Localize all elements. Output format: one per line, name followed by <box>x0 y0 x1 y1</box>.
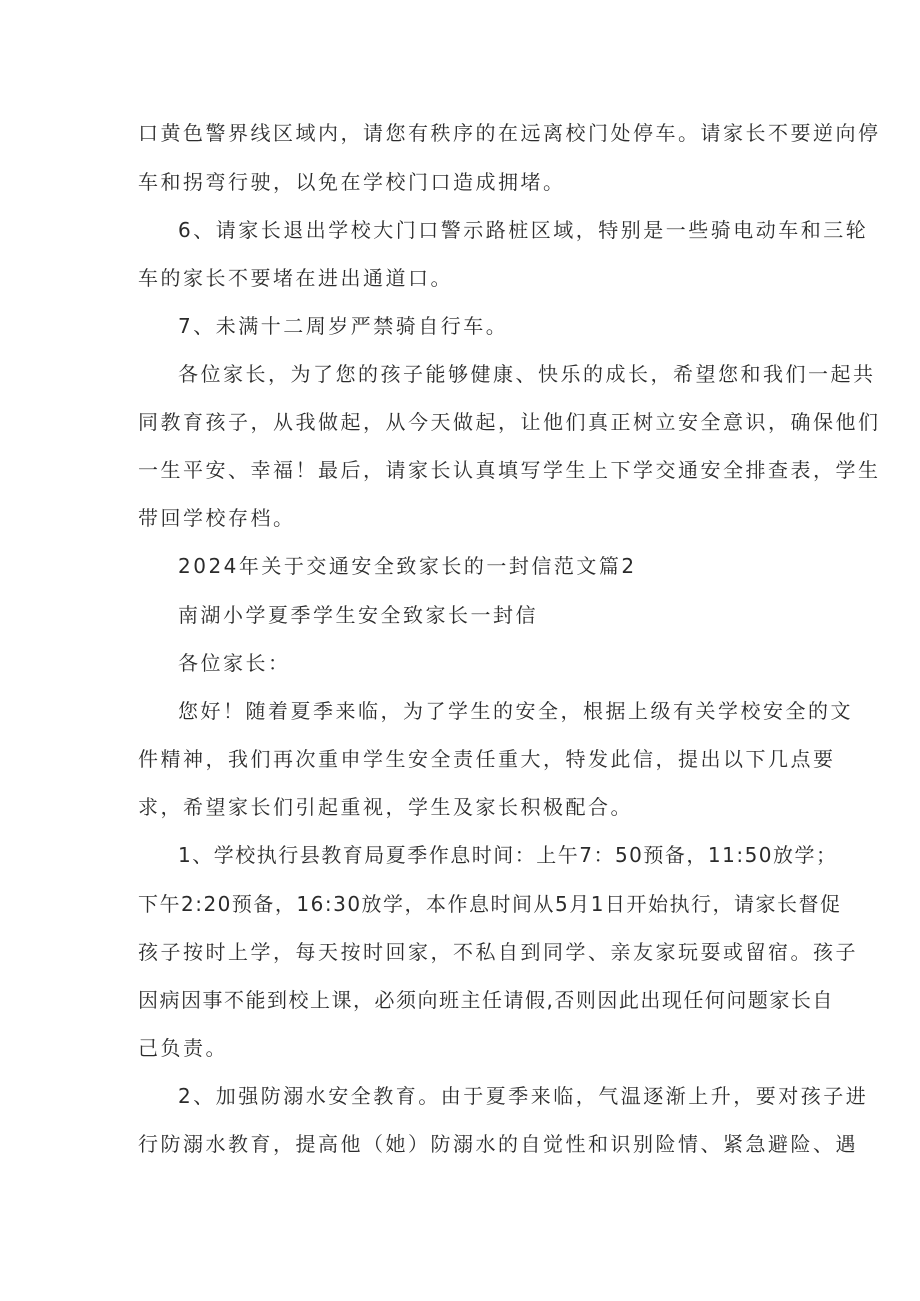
letter-title: 南湖小学夏季学生安全致家长一封信 <box>178 603 538 627</box>
text-line: 求，希望家长们引起重视，学生及家长积极配合。 <box>138 795 633 819</box>
text-line: 行防溺水教育，提高他（她）防溺水的自觉性和识别险情、紧急避险、遇 <box>138 1132 858 1156</box>
salutation: 各位家长： <box>178 651 291 675</box>
text-line: 各位家长，为了您的孩子能够健康、快乐的成长，希望您和我们一起共 <box>178 362 876 386</box>
text-line: 7、未满十二周岁严禁骑自行车。 <box>178 314 509 338</box>
text-line: 件精神，我们再次重申学生安全责任重大，特发此信，提出以下几点要 <box>138 747 836 771</box>
text-line: 下午2:20预备，16:30放学，本作息时间从5月1日开始执行，请家长督促 <box>138 892 842 916</box>
section-heading: 2024年关于交通安全致家长的一封信范文篇2 <box>178 554 637 578</box>
text-line: 车和拐弯行驶，以免在学校门口造成拥堵。 <box>138 170 566 194</box>
text-line: 2、加强防溺水安全教育。由于夏季来临，气温逐渐上升，要对孩子进 <box>178 1084 869 1108</box>
text-line: 您好！随着夏季来临，为了学生的安全，根据上级有关学校安全的文 <box>178 699 853 723</box>
text-line: 车的家长不要堵在进出通道口。 <box>138 266 453 290</box>
text-line: 己负责。 <box>138 1036 228 1060</box>
text-line: 口黄色警界线区域内，请您有秩序的在远离校门处停车。请家长不要逆向停 <box>138 121 881 145</box>
text-line: 6、请家长退出学校大门口警示路桩区域，特别是一些骑电动车和三轮 <box>178 218 869 242</box>
text-line: 1、学校执行县教育局夏季作息时间：上午7：50预备，11:50放学； <box>178 843 838 867</box>
text-line: 孩子按时上学，每天按时回家，不私自到同学、亲友家玩耍或留宿。孩子 <box>138 940 858 964</box>
text-line: 同教育孩子，从我做起，从今天做起，让他们真正树立安全意识，确保他们 <box>138 410 881 434</box>
text-line: 因病因事不能到校上课，必须向班主任请假,否则因此出现任何问题家长自 <box>138 988 834 1012</box>
text-line: 一生平安、幸福！最后，请家长认真填写学生上下学交通安全排查表，学生 <box>138 458 881 482</box>
text-line: 带回学校存档。 <box>138 506 296 530</box>
